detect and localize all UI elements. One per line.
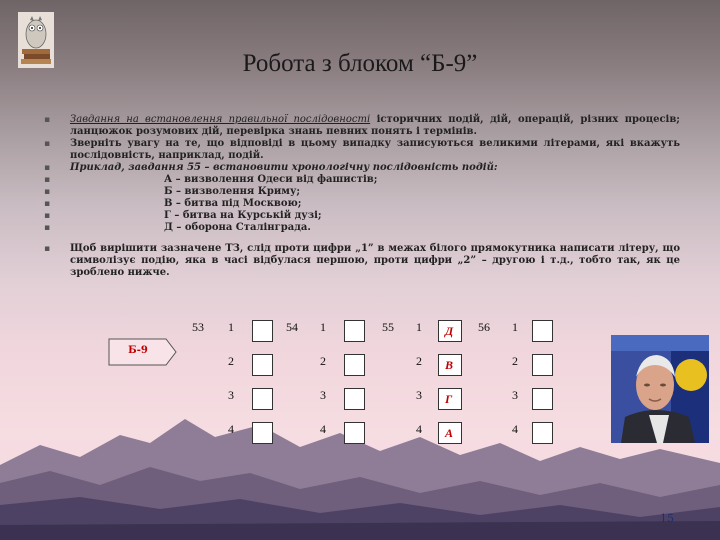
bullet-text: історичних подій, дій, операцій, різних процесів; ланцюжок розумових дій, перевірка знань певних понять і термінів. — [70, 114, 680, 137]
answer-box[interactable] — [344, 422, 365, 444]
bullet-marker: ▪ — [44, 115, 51, 125]
bullet-text: Зверніть увагу на те, що відповіді в цьому випадку записуються великими літерами, які вкажуть послідовність, наприклад, подій. — [70, 138, 680, 161]
answer-box[interactable] — [252, 422, 273, 444]
answer-box[interactable] — [252, 354, 273, 376]
task-number: 54 — [286, 320, 298, 334]
row-number: 3 — [512, 388, 518, 402]
bullet-text: Б – визволення Криму; — [164, 186, 301, 197]
answer-box[interactable] — [532, 320, 553, 342]
answer-letter: А — [445, 426, 454, 440]
bullet-item — [40, 222, 680, 234]
answer-box-filled[interactable] — [438, 320, 462, 342]
page-number: 15 — [660, 512, 674, 525]
row-number: 1 — [512, 320, 518, 334]
bullet-marker: ▪ — [44, 139, 51, 149]
answer-box[interactable] — [532, 422, 553, 444]
row-number: 4 — [512, 422, 518, 436]
bullet-item — [40, 186, 680, 198]
bullet-underlined-text: Завдання на встановлення правильної послідовності — [70, 114, 371, 125]
bullet-marker: ▪ — [44, 175, 51, 185]
answer-box[interactable] — [252, 320, 273, 342]
bullet-item — [40, 138, 680, 162]
slide-title: Робота з блоком “Б-9” — [242, 50, 478, 77]
row-number: 4 — [416, 422, 422, 436]
task-number: 53 — [192, 320, 204, 334]
answer-box[interactable] — [532, 354, 553, 376]
answer-box[interactable] — [252, 388, 273, 410]
bullet-text: А – визволення Одеси від фашистів; — [164, 174, 378, 185]
row-number: 3 — [320, 388, 326, 402]
row-number: 3 — [228, 388, 234, 402]
answer-letter: Г — [445, 392, 453, 406]
answer-box[interactable] — [344, 320, 365, 342]
answer-box-filled[interactable] — [438, 422, 462, 444]
bullet-list — [40, 114, 680, 279]
row-number: 1 — [320, 320, 326, 334]
bullet-marker: ▪ — [44, 163, 51, 173]
task-number: 56 — [478, 320, 490, 334]
bullet-marker: ▪ — [44, 211, 51, 221]
answer-box[interactable] — [344, 388, 365, 410]
bullet-text: Д – оборона Сталінграда. — [164, 222, 311, 233]
answer-box-filled[interactable] — [438, 354, 462, 376]
row-number: 2 — [512, 354, 518, 368]
answer-letter: В — [445, 358, 454, 372]
bullet-marker: ▪ — [44, 187, 51, 197]
row-number: 1 — [416, 320, 422, 334]
answer-box-filled[interactable] — [438, 388, 462, 410]
answer-box[interactable] — [532, 388, 553, 410]
bullet-text: Щоб вирішити зазначене ТЗ, слід проти цифри „1” в межах білого прямокутника написати літеру, що символізує подію, яка в часі відбулася першою, проти цифри „2” – другою і т.д., тобто так, як це зроблено нижче. — [70, 243, 680, 278]
answer-letter: Д — [445, 324, 454, 338]
callout-label: Б-9 — [128, 345, 148, 356]
row-number: 2 — [416, 354, 422, 368]
portrait-photo — [611, 335, 709, 443]
answer-grid — [186, 318, 546, 458]
row-number: 3 — [416, 388, 422, 402]
bullet-item — [40, 243, 680, 279]
bullet-item — [40, 198, 680, 210]
row-number: 4 — [320, 422, 326, 436]
task-number: 55 — [382, 320, 394, 334]
bullet-item — [40, 210, 680, 222]
row-number: 2 — [228, 354, 234, 368]
bullet-item — [40, 114, 680, 138]
bullet-text: Приклад, завдання 55 – встановити хронологічну послідовність подій: — [70, 162, 498, 173]
bullet-text: В – битва під Москвою; — [164, 198, 302, 209]
answer-box[interactable] — [344, 354, 365, 376]
bullet-item — [40, 162, 680, 174]
row-number: 1 — [228, 320, 234, 334]
bullet-text: Г – битва на Курській дузі; — [164, 210, 322, 221]
row-number: 2 — [320, 354, 326, 368]
bullet-marker: ▪ — [44, 199, 51, 209]
bullet-marker: ▪ — [44, 223, 51, 233]
row-number: 4 — [228, 422, 234, 436]
bullet-item — [40, 174, 680, 186]
bullet-marker: ▪ — [44, 244, 51, 254]
